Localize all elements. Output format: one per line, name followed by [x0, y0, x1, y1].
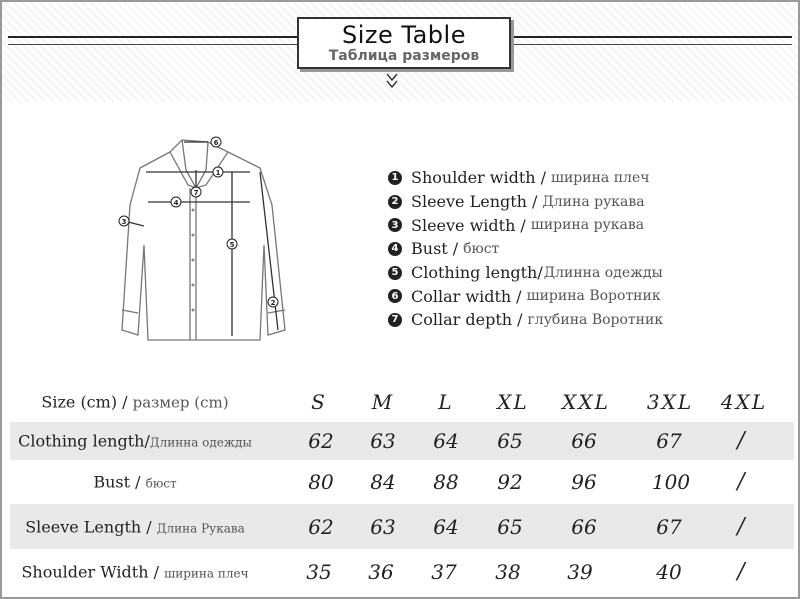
header-label-en: Size (cm) / [41, 392, 128, 411]
size-column-header: 4XL [720, 389, 768, 414]
svg-text:5: 5 [229, 241, 235, 249]
legend-label-ru: ширина Воротник [526, 288, 661, 305]
table-cell: 62 [308, 429, 334, 453]
svg-text:1: 1 [215, 169, 221, 177]
legend-item [388, 284, 663, 308]
number-badge-icon: 1 [388, 171, 402, 185]
svg-text:6: 6 [213, 139, 219, 147]
table-cell: 67 [656, 514, 682, 539]
legend-label-en: Sleeve width [411, 215, 516, 235]
table-header-label [10, 392, 260, 411]
table-cell: 62 [308, 514, 334, 539]
header-line-right-thin [511, 44, 792, 45]
svg-text:2: 2 [270, 299, 276, 307]
table-row [10, 549, 794, 595]
table-row [10, 460, 794, 504]
legend-separator: / [540, 168, 546, 188]
legend-label-ru: глубина Воротник [527, 311, 664, 328]
table-cell: 63 [370, 514, 396, 539]
size-column-header: XXL [562, 389, 610, 414]
svg-text:7: 7 [193, 189, 199, 197]
legend-label-ru: Длинна одежды [543, 264, 663, 281]
table-cell: 40 [656, 560, 682, 584]
header-line-left [8, 36, 297, 38]
legend-separator: / [517, 310, 523, 330]
table-cell: / [737, 514, 745, 539]
shirt-diagram [110, 130, 300, 352]
legend-separator: / [516, 286, 522, 306]
table-cell: 96 [571, 470, 597, 494]
table-cell: 67 [656, 429, 682, 453]
size-column-header: XL [497, 389, 529, 414]
size-column-header: M [371, 389, 395, 414]
legend-item [388, 213, 663, 237]
legend-separator: / [452, 239, 459, 259]
row-label-ru: Длинна одежды [149, 435, 252, 450]
page-title: Size Table [342, 21, 466, 49]
table-cell: 88 [433, 470, 459, 494]
measurement-legend [388, 166, 663, 332]
legend-label-en: Sleeve Length [411, 192, 527, 212]
table-cell: 37 [431, 560, 457, 584]
table-row [10, 504, 794, 549]
title-box [297, 17, 511, 69]
legend-label-en: Bust [411, 239, 448, 259]
legend-label-en: Collar depth [411, 310, 513, 330]
number-badge-icon: 3 [388, 218, 402, 232]
legend-label-ru: ширина рукава [530, 217, 645, 234]
svg-text:3: 3 [121, 218, 127, 226]
size-column-header: L [438, 389, 454, 414]
table-cell: 65 [497, 429, 523, 453]
table-cell: 66 [571, 514, 597, 539]
chevron-down-icon [384, 70, 400, 92]
legend-item [388, 190, 663, 214]
table-row [10, 422, 794, 460]
table-cell: 63 [370, 429, 396, 453]
row-label-ru: Длина Рукава [156, 521, 245, 535]
legend-item [388, 166, 663, 190]
legend-label-ru: ширина плеч [550, 169, 650, 186]
legend-label-en: Clothing length [411, 263, 538, 283]
number-badge-icon: 4 [388, 242, 402, 256]
svg-text:4: 4 [173, 199, 179, 207]
table-cell: / [737, 469, 745, 495]
table-cell: 64 [433, 429, 459, 453]
legend-label-en: Shoulder width [411, 168, 536, 188]
legend-item [388, 237, 663, 261]
table-cell: 36 [368, 560, 394, 584]
number-badge-icon: 7 [388, 313, 402, 327]
table-cell: 64 [433, 514, 459, 539]
row-label [10, 517, 260, 536]
table-cell: 92 [497, 470, 523, 494]
row-label-ru: бюст [145, 476, 177, 491]
legend-label-ru: бюст [463, 240, 500, 257]
legend-separator: / [520, 215, 526, 235]
row-label [10, 563, 260, 582]
number-badge-icon: 2 [388, 195, 402, 209]
table-cell: / [737, 559, 745, 585]
row-label-ru: ширина плеч [164, 566, 249, 581]
legend-item [388, 308, 663, 332]
header-line-left-thin [8, 44, 297, 45]
row-label-en: Clothing length/ [18, 431, 150, 451]
legend-item [388, 261, 663, 285]
row-label-en: Sleeve Length / [25, 517, 152, 536]
header-line-right [511, 36, 792, 38]
row-label-en: Bust / [93, 472, 141, 492]
header-label-ru: размер (cm) [132, 393, 229, 411]
number-badge-icon: 6 [388, 289, 402, 303]
table-cell: 65 [497, 514, 523, 539]
table-cell: 35 [306, 560, 332, 584]
table-header-row [10, 381, 794, 422]
size-table [10, 381, 794, 595]
row-label [10, 473, 260, 492]
size-column-header: S [311, 389, 327, 414]
size-column-header: 3XL [646, 389, 694, 414]
table-cell: 84 [370, 470, 396, 494]
table-cell: 66 [571, 429, 597, 453]
table-cell: 38 [495, 560, 521, 584]
table-cell: 100 [651, 470, 691, 494]
legend-separator: / [537, 263, 543, 283]
number-badge-icon: 5 [388, 266, 402, 280]
table-cell: 39 [567, 560, 593, 584]
row-label-en: Shoulder Width / [21, 562, 159, 582]
page-subtitle: Таблица размеров [328, 48, 480, 64]
row-label [10, 432, 260, 451]
legend-label-ru: Длина рукава [542, 193, 645, 210]
table-cell: 80 [308, 470, 334, 494]
table-cell: / [737, 428, 745, 454]
legend-separator: / [531, 192, 538, 212]
legend-label-en: Collar width [411, 286, 512, 306]
